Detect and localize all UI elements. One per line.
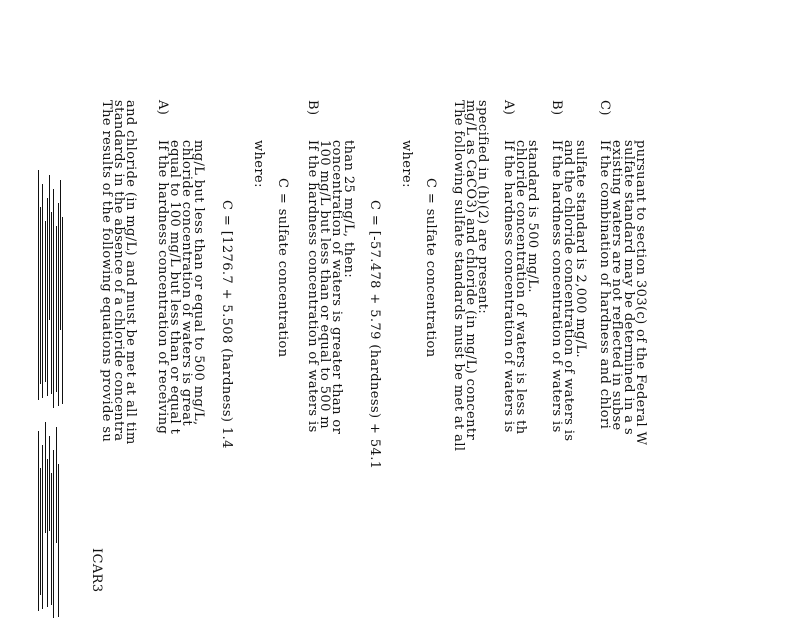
where-1: where: bbox=[251, 140, 266, 188]
scan-mark bbox=[62, 217, 63, 404]
item-b2-label: B) bbox=[549, 100, 564, 116]
item-c2-line-4: pursuant to section 303(c) of the Federal W bbox=[633, 140, 648, 446]
item-c2-line-1: If the combination of hardness and chlori bbox=[597, 140, 612, 430]
item-c2-line-3: sulfate standard may be determined in a s bbox=[621, 140, 636, 436]
intro-line-3: and chloride (in mg/L) and must be met at all tim bbox=[123, 100, 138, 445]
scan-mark bbox=[53, 189, 54, 408]
c-definition-2: C = sulfate concentration bbox=[423, 178, 438, 358]
item-a-line-2: equal to 100 mg/L but less than or equal t bbox=[167, 140, 182, 435]
item-c2-line-2: existing waters are not reflected in subse bbox=[609, 140, 624, 431]
item-b2-line-2: and the chloride concentration of waters is bbox=[561, 140, 576, 442]
where-2: where: bbox=[399, 140, 414, 188]
item-a-line-4: mg/L but less than or equal to 500 mg/L, bbox=[191, 140, 206, 426]
item-b-line-2: 100 mg/L but less than or equal to 500 m bbox=[317, 140, 332, 430]
scan-mark bbox=[42, 184, 43, 398]
item-b-label: B) bbox=[305, 100, 320, 116]
equation-1: C = [1276.7 + 5.508 (hardness) 1.4 bbox=[219, 200, 234, 449]
item-c2-label: C) bbox=[597, 100, 612, 116]
following-line-2: mg/L as CaCO3) and chloride (in mg/L) concentr bbox=[463, 100, 478, 441]
scan-mark bbox=[58, 464, 59, 617]
scan-mark bbox=[45, 221, 46, 382]
item-b2-line-1: If the hardness concentration of waters is bbox=[549, 140, 564, 433]
equation-2: C = [-57.478 + 5.79 (hardness) + 54.1 bbox=[367, 200, 382, 470]
intro-line-2: standards in the absence of a chloride concentra bbox=[111, 100, 126, 442]
scan-mark bbox=[45, 422, 46, 533]
scan-mark bbox=[51, 473, 52, 605]
item-a-line-1: If the hardness concentration of receiving bbox=[155, 140, 170, 435]
scan-mark bbox=[53, 450, 54, 618]
item-a2-label: A) bbox=[501, 100, 516, 116]
c-definition-1: C = sulfate concentration bbox=[275, 178, 290, 358]
intro-line-1: The results of the following equations provide su bbox=[99, 100, 114, 443]
item-a2-line-1: If the hardness concentration of waters is bbox=[501, 140, 516, 433]
item-b2-line-3: sulfate standard is 2,000 mg/L. bbox=[573, 140, 588, 359]
scan-mark bbox=[56, 427, 57, 543]
scan-mark bbox=[42, 445, 43, 609]
item-b-line-1: If the hardness concentration of waters is bbox=[305, 140, 320, 433]
scan-mark bbox=[49, 436, 50, 531]
scan-mark bbox=[38, 431, 39, 611]
scan-mark bbox=[58, 203, 59, 406]
scan-mark bbox=[47, 198, 48, 396]
item-a-label: A) bbox=[155, 100, 170, 116]
item-a2-line-3: standard is 500 mg/L. bbox=[525, 140, 540, 293]
scan-mark bbox=[56, 226, 57, 392]
scan-mark bbox=[40, 468, 41, 595]
following-line-1: The following sulfate standards must be met at all bbox=[451, 100, 466, 452]
scan-mark bbox=[49, 175, 50, 320]
item-b-line-3: concentration of waters is greater than or bbox=[329, 140, 344, 435]
scan-mark bbox=[38, 170, 39, 400]
item-b-line-4: than 25 mg/L, then: bbox=[341, 140, 356, 279]
following-line-3: specified in (h)(2) are present: bbox=[475, 100, 490, 315]
item-a2-line-2: chloride concentration of waters is less th bbox=[513, 140, 528, 435]
scan-mark bbox=[51, 212, 52, 394]
scan-mark bbox=[47, 459, 48, 607]
header-code: ICAR3 bbox=[89, 548, 104, 593]
item-a-line-3: chloride concentration of waters is great bbox=[179, 140, 194, 427]
scan-mark bbox=[60, 180, 61, 330]
scan-mark bbox=[40, 207, 41, 384]
